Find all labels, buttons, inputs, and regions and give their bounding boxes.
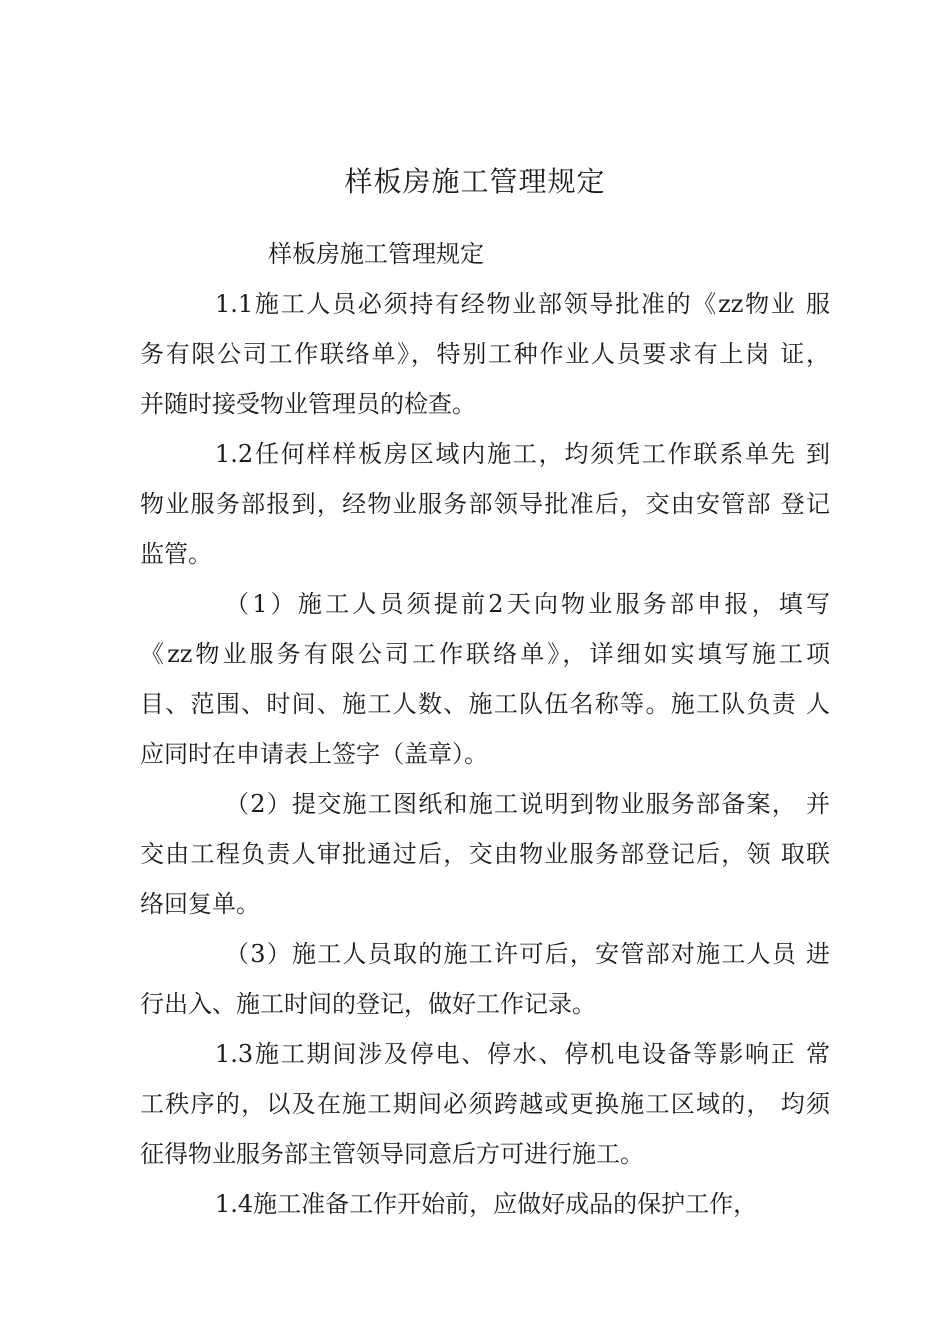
- text-line: 物业服务部报到，经物业服务部领导批准后，交由安管部 登记: [140, 490, 830, 518]
- text-line: 征得物业服务部主管领导同意后方可进行施工。: [140, 1140, 644, 1168]
- text-line: 务有限公司工作联络单》，特别工种作业人员要求有上岗 证，: [140, 340, 830, 368]
- text-line: 目、范围、时间、施工人数、施工队伍名称等。施工队负责 人: [140, 690, 830, 718]
- text-line: 交由工程负责人审批通过后，交由物业服务部登记后，领 取联: [140, 840, 830, 868]
- text-line: 1.3施工期间涉及停电、停水、停机电设备等影响正 常: [215, 1040, 830, 1068]
- document-subtitle: 样板房施工管理规定: [268, 240, 484, 268]
- text-line: 工秩序的，以及在施工期间必须跨越或更换施工区域的， 均须: [140, 1090, 830, 1118]
- text-line: 应同时在申请表上签字（盖章）。: [140, 740, 488, 768]
- text-line: 络回复单。: [140, 890, 260, 918]
- text-line: 1.1施工人员必须持有经物业部领导批准的《zz物业 服: [215, 290, 830, 318]
- text-line: 《zz物业服务有限公司工作联络单》，详细如实填写施工项: [140, 640, 830, 668]
- text-line: 行出入、施工时间的登记，做好工作记录。: [140, 990, 596, 1018]
- text-line: 1.4施工准备工作开始前，应做好成品的保护工作，: [215, 1190, 758, 1218]
- text-line: 并随时接受物业管理员的检查。: [140, 390, 476, 418]
- text-line: 监管。: [140, 540, 212, 568]
- text-line: （3）施工人员取的施工许可后，安管部对施工人员 进: [225, 940, 830, 968]
- document-title: 样板房施工管理规定: [344, 165, 606, 198]
- text-line: （1）施工人员须提前2天向物业服务部申报，填写: [225, 590, 830, 618]
- text-line: 1.2任何样样板房区域内施工，均须凭工作联系单先 到: [215, 440, 830, 468]
- text-line: （2）提交施工图纸和施工说明到物业服务部备案， 并: [225, 790, 830, 818]
